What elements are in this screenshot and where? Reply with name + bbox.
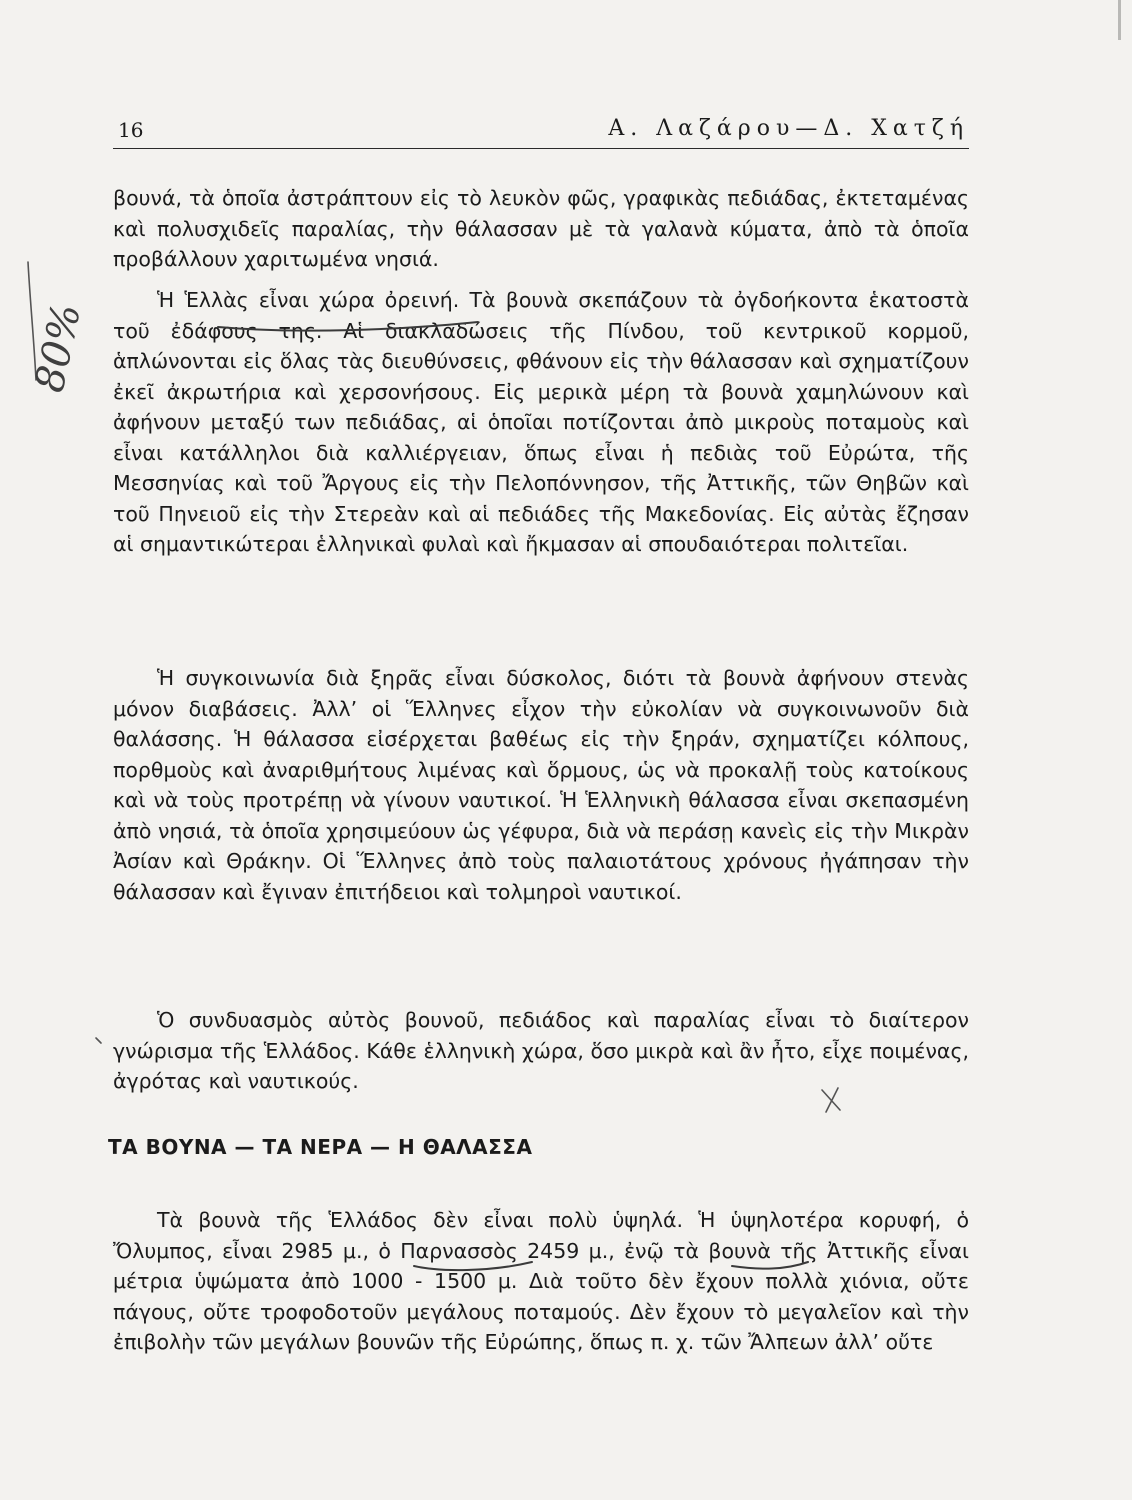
margin-handwritten-note: 80%: [26, 299, 91, 397]
body-paragraph-3: Ἡ συγκοινωνία διὰ ξηρᾶς εἶναι δύσκολος, διότι τὰ βουνὰ ἀφήνουν στενὰς μόνον διαβάσεις. Ἀλλ’ οἱ Ἕλληνες εἶχον τὴν εὐκολίαν νὰ συγκοινωνοῦν διὰ θαλάσσης. Ἡ θάλασσα εἰσέρχεται βαθέως εἰς τὴν ξηράν, σχηματίζει κόλπους, πορθμοὺς καὶ ἀναριθμήτους λιμένας καὶ ὅρμους, ὡς νὰ προκαλῇ τοὺς κατοίκους καὶ νὰ τοὺς προτρέπῃ νὰ γίνουν ναυτικοί. Ἡ Ἑλληνικὴ θάλασσα εἶναι σκεπασμένη ἀπὸ νησιά, τὰ ὁποῖα χρησιμεύουν ὡς γέφυρα, διὰ νὰ περάσῃ κανεὶς εἰς τὴν Μικρὰν Ἀσίαν καὶ Θράκην. Οἱ Ἕλληνες ἀπὸ τοὺς παλαιοτάτους χρόνους ἠγάπησαν τὴν θάλασσαν καὶ ἔγιναν ἐπιτήδειοι καὶ τολμηροὶ ναυτικοί.: [113, 666, 969, 904]
stray-pencil-mark: [96, 1038, 101, 1043]
section-title: ΤΑ ΒΟΥΝΑ — ΤΑ ΝΕΡΑ — Η ΘΑΛΑΣΣΑ: [108, 1135, 533, 1159]
body-paragraph-4: Ὁ συνδυασμὸς αὐτὸς βουνοῦ, πεδιάδος καὶ παραλίας εἶναι τὸ διαίτερον γνώρισμα τῆς Ἑλλάδος. Κάθε ἑλληνικὴ χώρα, ὅσο μικρὰ καὶ ἂν ἦτο, εἶχε ποιμένας, ἀγρότας καὶ ναυτικούς.: [113, 1008, 969, 1093]
section-paragraph: Τὰ βουνὰ τῆς Ἑλλάδος δὲν εἶναι πολὺ ὑψηλά. Ἡ ὑψηλοτέρα κορυφή, ὁ Ὄλυμπος, εἶναι 2985 μ., ὁ Παρνασσὸς 2459 μ., ἐνῷ τὰ βουνὰ τῆς Ἀττικῆς εἶναι μέτρια ὑψώματα ἀπὸ 1000 - 1500 μ. Διὰ τοῦτο δὲν ἔχουν πολλὰ χιόνια, οὔτε πάγους, οὔτε τροφοδοτοῦν μεγάλους ποταμούς. Δὲν ἔχουν τὸ μεγαλεῖον καὶ τὴν ἐπιβολὴν τῶν μεγάλων βουνῶν τῆς Εὐρώπης, ὅπως π. χ. τῶν Ἄλπεων ἀλλ’ οὔτε: [113, 1208, 969, 1354]
scan-edge-mark: [1118, 0, 1121, 40]
page-header: [113, 112, 969, 149]
page-number: 16: [118, 118, 144, 142]
body-paragraph-1: βουνά, τὰ ὁποῖα ἀστράπτουν εἰς τὸ λευκὸν φῶς, γραφικὰς πεδιάδας, ἐκτεταμένας καὶ πολυσχιδεῖς παραλίας, τὴν θάλασσαν μὲ τὰ γαλανὰ κύματα, ἀπὸ τὰ ὁποῖα προβάλλουν χαριτωμένα νησιά.: [113, 186, 969, 271]
running-head: Α. Λαζάρου—Δ. Χατζή: [608, 116, 969, 141]
body-paragraph-2: Ἡ Ἑλλὰς εἶναι χώρα ὀρεινή. Τὰ βουνὰ σκεπάζουν τὰ ὀγδοήκοντα ἑκατοστὰ τοῦ ἐδάφους της. Αἱ διακλαδώσεις τῆς Πίνδου, τοῦ κεντρικοῦ κορμοῦ, ἁπλώνονται εἰς ὅλας τὰς διευθύνσεις, φθάνουν εἰς τὴν θάλασσαν καὶ σχηματίζουν ἐκεῖ ἀκρωτήρια καὶ χερσονήσους. Εἰς μερικὰ μέρη τὰ βουνὰ χαμηλώνουν καὶ ἀφήνουν μεταξύ των πεδιάδας, αἱ ὁποῖαι ποτίζονται ἀπὸ μικροὺς ποταμοὺς καὶ εἶναι κατάλληλοι διὰ καλλιέργειαν, ὅπως εἶναι ἡ πεδιὰς τοῦ Εὐρώτα, τῆς Μεσσηνίας καὶ τοῦ Ἄργους εἰς τὴν Πελοπόννησον, τῆς Ἀττικῆς, τῶν Θηβῶν καὶ τοῦ Πηνειοῦ εἰς τὴν Στερεὰν καὶ αἱ πεδιάδες τῆς Μακεδονίας. Εἰς αὐτὰς ἔζησαν αἱ σημαντικώτεραι ἑλληνικαὶ φυλαὶ καὶ ἤκμασαν αἱ σπουδαιότεραι πολιτεῖαι.: [113, 288, 969, 556]
